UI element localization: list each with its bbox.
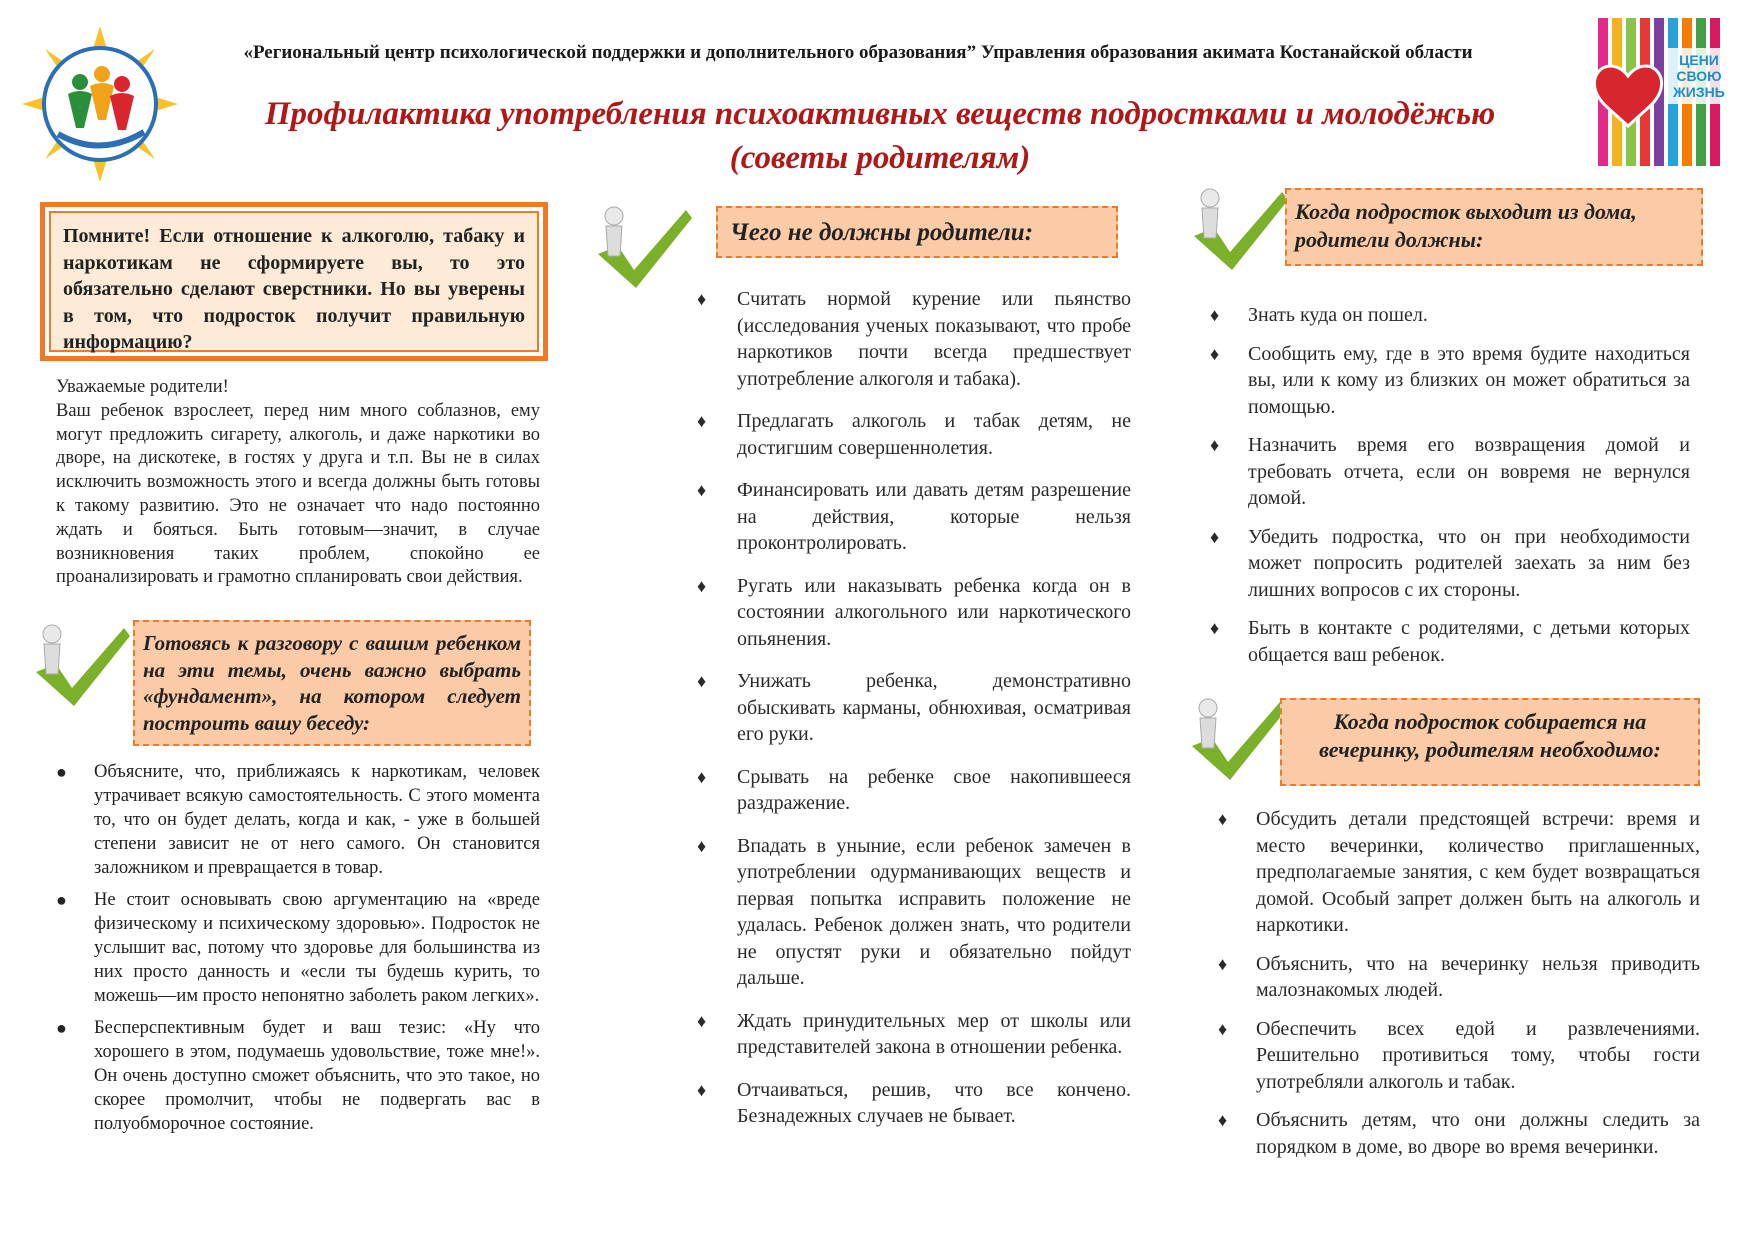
bullet-dot-icon: ● — [56, 1018, 67, 1038]
diamond-bullet-icon: ♦ — [697, 1010, 707, 1031]
left-bullet-list — [56, 760, 540, 1144]
logo-right-text: ЦЕНИ СВОЮ ЖИЗНЬ — [1673, 52, 1725, 100]
diamond-bullet-icon: ♦ — [1218, 1018, 1228, 1039]
list-item-text: Впадать в уныние, если ребенок замечен в употреблении одурманивающих веществ и первая попытка исправить положение не удалась. Ребенок должен знать, что родители не опустят руки и обязательно пойдут дальше. — [737, 834, 1131, 989]
list-item — [697, 668, 1131, 748]
list-item — [697, 833, 1131, 992]
list-item-text: Обеспечить всех едой и развлечениями. Решительно противиться тому, чтобы гости употребляли алкоголь и табак. — [1256, 1017, 1700, 1093]
list-item-text: Финансировать или давать детям разрешение на действия, которые нельзя проконтролировать. — [737, 479, 1131, 554]
list-item — [1218, 1107, 1700, 1160]
diamond-bullet-icon: ♦ — [1218, 1110, 1228, 1130]
list-item — [697, 408, 1131, 461]
list-item-text: Отчаиваться, решив, что все кончено. Безнадежных случаев не бывает. — [737, 1078, 1131, 1127]
figure-check-icon — [592, 200, 694, 292]
diamond-bullet-icon: ♦ — [1210, 305, 1220, 325]
list-item-text: Не стоит основывать свою аргументацию на «вреде физическому и психическому здоровью». Подросток не услышит вас, потому что здоровье для большинства из них просто данность и «если ты будешь курить, то можешь—им просто непонятно заболеть раком легких». — [94, 890, 540, 1006]
right-bullet-list-1 — [1210, 302, 1690, 680]
list-item — [56, 1016, 540, 1136]
figure-check-icon — [1186, 692, 1288, 784]
diamond-bullet-icon: ♦ — [1210, 435, 1220, 455]
page-title — [140, 92, 1620, 180]
title-line-1: Профилактика употребления психоактивных веществ подростками и молодёжью — [264, 96, 1496, 132]
list-item — [1218, 806, 1700, 939]
list-item-text: Сообщить ему, где в это время будите находиться вы, или к кому из близких он может обратиться за помощью. — [1248, 342, 1690, 418]
list-item-text: Назначить время его возвращения домой и требовать отчета, если он вовремя не вернулся домой. — [1248, 434, 1690, 509]
list-item — [1210, 341, 1690, 421]
diamond-bullet-icon: ♦ — [697, 835, 707, 856]
list-item-text: Считать нормой курение или пьянство (исследования ученых показывают, что пробе наркотиков почти всегда предшествует употребление алкоголя и табака). — [737, 288, 1131, 390]
list-item — [697, 477, 1131, 557]
diamond-bullet-icon: ♦ — [697, 1079, 707, 1100]
list-item-text: Унижать ребенка, демонстративно обыскивать карманы, обнюхивая, осматривая его руки. — [737, 670, 1131, 745]
diamond-bullet-icon: ♦ — [697, 766, 707, 787]
list-item — [697, 764, 1131, 817]
list-item-text: Быть в контакте с родителями, с детьми которых общается ваш ребенок. — [1248, 617, 1690, 666]
bullet-dot-icon: ● — [56, 762, 67, 782]
diamond-bullet-icon: ♦ — [697, 671, 707, 691]
list-item-text: Знать куда он пошел. — [1248, 304, 1428, 326]
list-item-text: Объяснить детям, что они должны следить за порядком в доме, во дворе во время вечеринки. — [1256, 1109, 1700, 1158]
greeting: Уважаемые родители! — [56, 377, 229, 397]
list-item — [1210, 302, 1690, 329]
list-item — [1218, 1016, 1700, 1096]
list-item — [56, 888, 540, 1008]
list-item-text: Ждать принудительных мер от школы или представителей закона в отношении ребенка. — [737, 1009, 1131, 1058]
list-item-text: Убедить подростка, что он при необходимости может попросить родителей заехать за ним без лишних вопросов с их стороны. — [1248, 525, 1690, 601]
diamond-bullet-icon: ♦ — [1218, 809, 1228, 829]
list-item-text: Обсудить детали предстоящей встречи: время и место вечеринки, количество приглашенных, предполагаемые занятия, с кем будет возвращаться домой. Особый запрет должен быть на алкоголь и наркотики. — [1256, 808, 1700, 936]
diamond-bullet-icon: ♦ — [697, 480, 707, 500]
middle-heading: Чего не должны родители: — [716, 206, 1118, 258]
title-line-2: (советы родителям) — [729, 140, 1031, 176]
list-item — [56, 760, 540, 880]
remember-box — [40, 202, 548, 361]
list-item — [697, 286, 1131, 392]
list-item — [1210, 432, 1690, 512]
organization-name: «Региональный центр психологической поддержки и дополнительного образования” Управления образования акимата Костанайской области — [243, 42, 1473, 63]
list-item — [1210, 524, 1690, 604]
intro-paragraph: Ваш ребенок взрослеет, перед ним много соблазнов, ему могут предложить сигарету, алкоголь, и даже наркотики во дворе, на дискотеке, в гостях у друга и т.п. Вы не в силах исключить возможность этого и всегда должны быть готовы к такому развитию. Это не означает что надо постоянно ждать и бояться. Быть готовым—значит, в случае возникновения таких проблем, спокойно ее проанализировать и грамотно спланировать свои действия. — [56, 400, 540, 588]
list-item-text: Объяснить, что на вечеринку нельзя приводить малознакомых людей. — [1256, 952, 1700, 1001]
list-item — [1218, 951, 1700, 1004]
list-item — [697, 1008, 1131, 1061]
logo-right-icon — [1582, 18, 1732, 166]
middle-bullet-list — [697, 286, 1131, 1146]
diamond-bullet-icon: ♦ — [1210, 618, 1220, 638]
right-bullet-list-2 — [1218, 806, 1700, 1172]
diamond-bullet-icon: ♦ — [1210, 343, 1220, 364]
list-item — [1210, 615, 1690, 668]
right-heading-2: Когда подросток собирается на вечеринку, родителям необходимо: — [1280, 698, 1700, 786]
list-item-text: Бесперспективным будет и ваш тезис: «Ну что хорошего в этом, подумаешь удовольствие, тоже мне!». Он очень доступно сможет объяснить, что это такое, но скорее промолчит, чтобы не подвергать вас в полуобморочное состояние. — [94, 1018, 540, 1134]
remember-text: Помните! Если отношение к алкоголю, табаку и наркотикам не сформируете вы, то это обязательно сделают сверстники. Но вы уверены в том, что подросток получит правильную информацию? — [49, 211, 539, 352]
list-item — [697, 1077, 1131, 1130]
intro-text — [56, 376, 540, 590]
diamond-bullet-icon: ♦ — [697, 289, 707, 309]
conversation-callout: Готовясь к разговору с вашим ребенком на эти темы, очень важно выбрать «фундамент», на котором следует построить вашу беседу: — [133, 620, 531, 746]
right-heading-1: Когда подросток выходит из дома, родители должны: — [1285, 188, 1703, 266]
figure-check-icon — [1188, 182, 1290, 274]
diamond-bullet-icon: ♦ — [697, 411, 707, 431]
list-item-text: Ругать или наказывать ребенка когда он в состоянии алкогольного или наркотического опьянения. — [737, 574, 1131, 650]
list-item-text: Предлагать алкоголь и табак детям, не достигшим совершеннолетия. — [737, 410, 1131, 459]
bullet-dot-icon: ● — [56, 890, 67, 910]
figure-check-icon — [30, 618, 132, 710]
list-item-text: Объясните, что, приближаясь к наркотикам, человек утрачивает всякую самостоятельность. С этого момента то, что он будет делать, когда и как, - уже в большей степени зависит не от него самого. Он становится заложником и превращается в товар. — [94, 762, 540, 878]
diamond-bullet-icon: ♦ — [1218, 953, 1228, 974]
diamond-bullet-icon: ♦ — [697, 575, 707, 596]
list-item-text: Срывать на ребенке свое накопившееся раздражение. — [737, 765, 1131, 814]
list-item — [697, 573, 1131, 653]
diamond-bullet-icon: ♦ — [1210, 526, 1220, 547]
